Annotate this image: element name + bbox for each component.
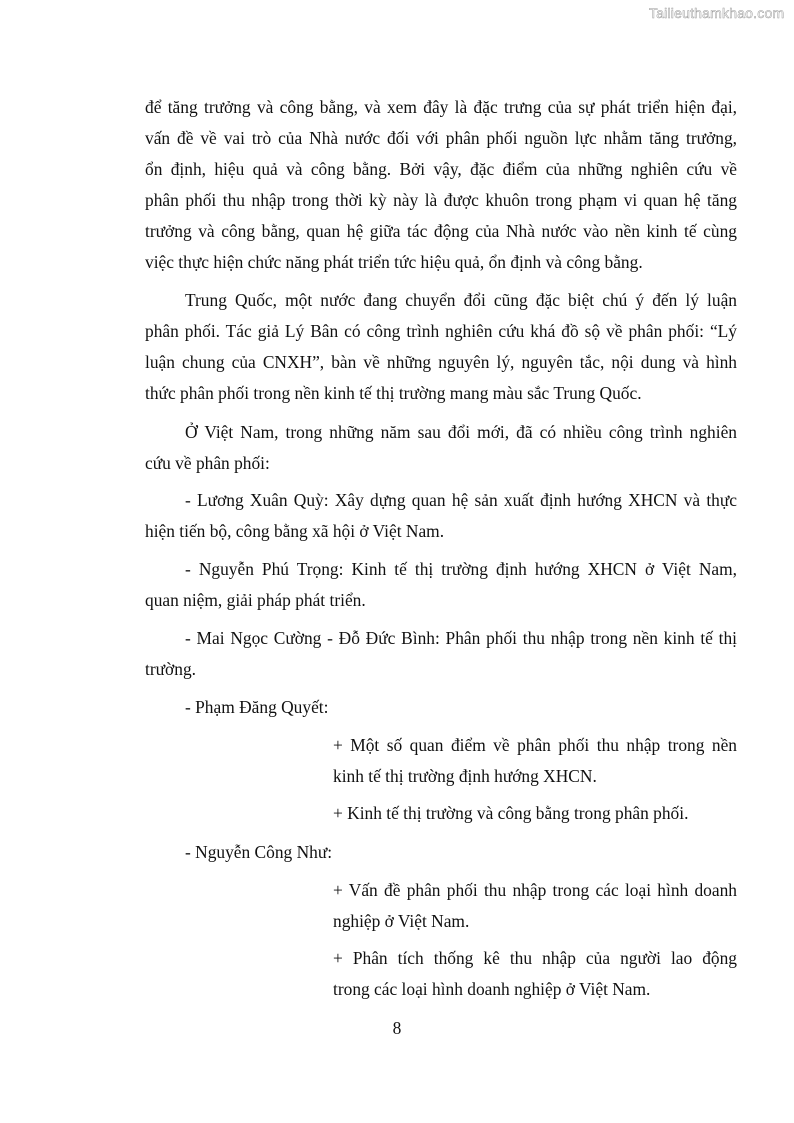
text-line: Trung Quốc, một nước đang chuyển đổi cũng đặc biệt chú ý đến lý luận xyxy=(185,290,737,310)
text-line: Ở Việt Nam, trong những năm sau đổi mới, đã có nhiều công trình nghiên xyxy=(185,422,737,442)
text-line: trưởng và công bằng, quan hệ giữa tác động của Nhà nước vào nền kinh tế cùng xyxy=(145,221,737,241)
page-number: 8 xyxy=(392,1018,402,1038)
text-line: luận chung của CNXH”, bàn về những nguyên lý, nguyên tắc, nội dung và hình xyxy=(145,352,737,372)
text-line: cứu về phân phối: xyxy=(145,453,270,473)
text-line: để tăng trưởng và công bằng, và xem đây là đặc trưng của sự phát triển hiện đại, xyxy=(145,97,737,117)
text-line: thức phân phối trong nền kinh tế thị trường mang màu sắc Trung Quốc. xyxy=(145,383,642,403)
watermark: Tailieuthamkhao.com xyxy=(649,5,785,21)
text-line: - Phạm Đăng Quyết: xyxy=(185,697,329,717)
text-line: quan niệm, giải pháp phát triển. xyxy=(145,590,366,610)
text-line: trường. xyxy=(145,659,196,679)
text-line: hiện tiến bộ, công bằng xã hội ở Việt Nam. xyxy=(145,521,445,541)
text-line: + Phân tích thống kê thu nhập của người lao động xyxy=(333,948,737,968)
text-line: + Vấn đề phân phối thu nhập trong các loại hình doanh xyxy=(333,880,737,900)
text-line: - Nguyễn Công Như: xyxy=(185,842,333,862)
text-line: - Mai Ngọc Cường - Đỗ Đức Bình: Phân phối thu nhập trong nền kinh tế thị xyxy=(185,628,737,648)
text-line: + Một số quan điểm về phân phối thu nhập trong nền xyxy=(333,735,737,755)
text-line: vấn đề về vai trò của Nhà nước đối với phân phối nguồn lực nhằm tăng trưởng, xyxy=(145,128,737,148)
text-line: - Lương Xuân Quỳ: Xây dựng quan hệ sản xuất định hướng XHCN và thực xyxy=(185,490,737,510)
text-line: + Kinh tế thị trường và công bằng trong phân phối. xyxy=(333,803,689,823)
text-line: ổn định, hiệu quả và công bằng. Bởi vậy, đặc điểm của những nghiên cứu về xyxy=(145,159,737,179)
text-line: trong các loại hình doanh nghiệp ở Việt Nam. xyxy=(333,979,651,999)
text-line: phân phối. Tác giả Lý Bân có công trình nghiên cứu khá đồ sộ về phân phối: “Lý xyxy=(145,321,737,341)
text-line: phân phối thu nhập trong thời kỳ này là được khuôn trong phạm vi quan hệ tăng xyxy=(145,190,737,210)
text-line: nghiệp ở Việt Nam. xyxy=(333,911,470,931)
text-line: - Nguyễn Phú Trọng: Kinh tế thị trường định hướng XHCN ở Việt Nam, xyxy=(185,559,737,579)
text-line: kinh tế thị trường định hướng XHCN. xyxy=(333,766,597,786)
text-line: việc thực hiện chức năng phát triển tức hiệu quả, ổn định và công bằng. xyxy=(145,252,643,272)
